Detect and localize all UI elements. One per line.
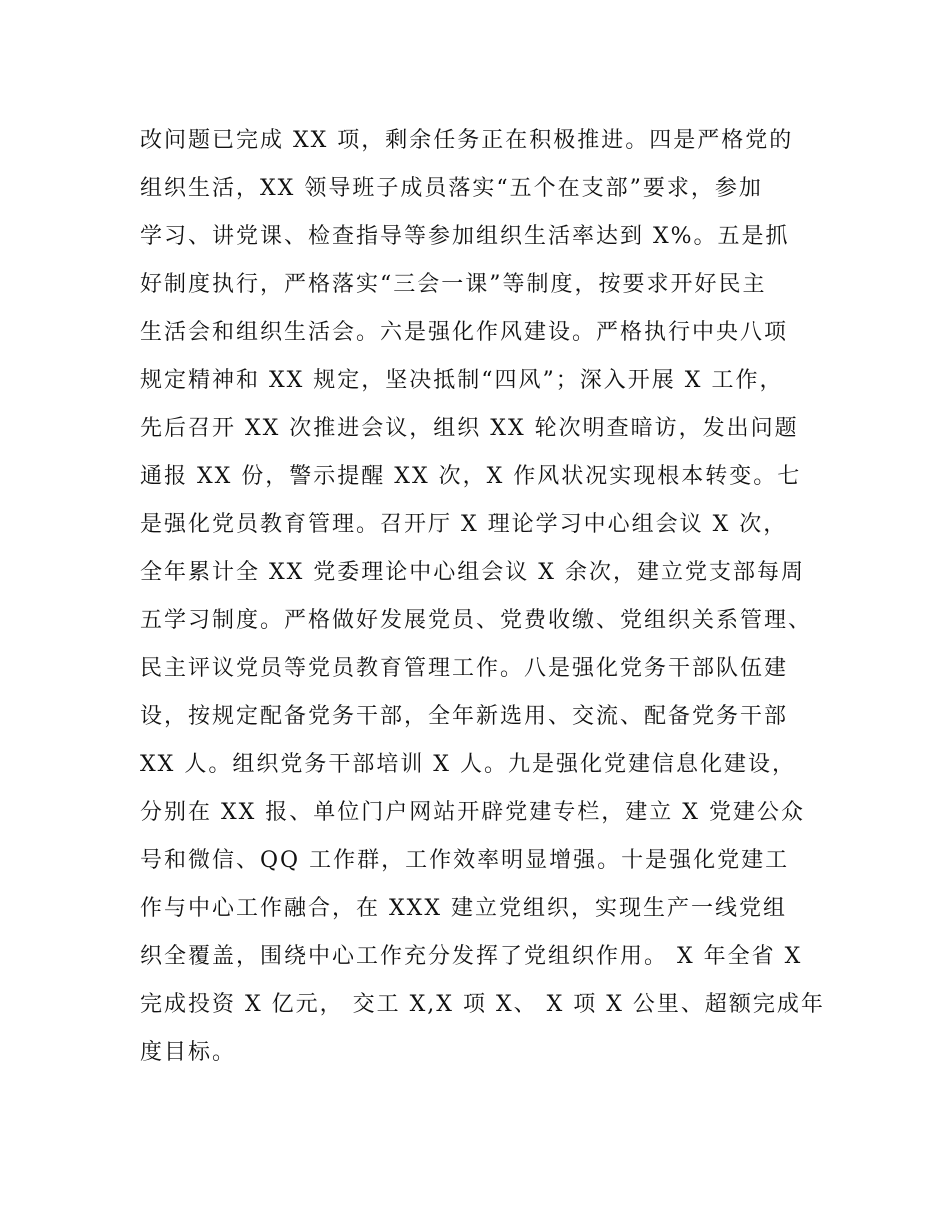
paragraph-line: 号和微信、QQ 工作群，工作效率明显增强。十是强化党建工 xyxy=(140,848,790,873)
paragraph-line: 学习、讲党课、检查指导等参加组织生活率达到 X%。五是抓 xyxy=(140,224,790,249)
body-paragraph xyxy=(140,121,840,1081)
paragraph-line: 设，按规定配备党务干部，全年新选用、交流、配备党务干部 xyxy=(140,704,789,729)
paragraph-line: 好制度执行，严格落实“三会一课”等制度，按要求开好民主 xyxy=(140,272,767,297)
paragraph-line: 改问题已完成 XX 项，剩余任务正在积极推进。四是严格党的 xyxy=(140,128,794,153)
paragraph-line: 生活会和组织生活会。六是强化作风建设。严格执行中央八项 xyxy=(140,320,789,345)
paragraph-line: 织全覆盖，围绕中心工作充分发挥了党组织作用。 X 年全省 X xyxy=(140,944,803,969)
paragraph-line: 民主评议党员等党员教育管理工作。八是强化党务干部队伍建 xyxy=(140,656,789,681)
paragraph-line: 五学习制度。严格做好发展党员、党费收缴、党组织关系管理、 xyxy=(140,608,813,633)
paragraph-line: 完成投资 X 亿元， 交工 X,X 项 X、 X 项 X 公里、超额完成年 xyxy=(140,992,825,1017)
paragraph-line: 先后召开 XX 次推进会议，组织 XX 轮次明查暗访，发出问题 xyxy=(140,416,799,441)
paragraph-line: 作与中心工作融合，在 XXX 建立党组织，实现生产一线党组 xyxy=(140,896,787,921)
paragraph-line: 是强化党员教育管理。召开厅 X 理论学习中心组会议 X 次， xyxy=(140,512,788,537)
paragraph-line: 分别在 XX 报、单位门户网站开辟党建专栏，建立 X 党建公众 xyxy=(140,800,805,825)
paragraph-line: 规定精神和 XX 规定，坚决抵制“四风”；深入开展 X 工作， xyxy=(140,368,784,393)
paragraph-line: 组织生活，XX 领导班子成员落实“五个在支部”要求，参加 xyxy=(140,176,763,201)
paragraph-line: 全年累计全 XX 党委理论中心组会议 X 余次，建立党支部每周 xyxy=(140,560,805,585)
paragraph-line: XX 人。组织党务干部培训 X 人。九是强化党建信息化建设， xyxy=(140,752,796,777)
paragraph-line: 度目标。 xyxy=(140,1040,237,1065)
paragraph-line: 通报 XX 份，警示提醒 XX 次，X 作风状况实现根本转变。七 xyxy=(140,464,802,489)
